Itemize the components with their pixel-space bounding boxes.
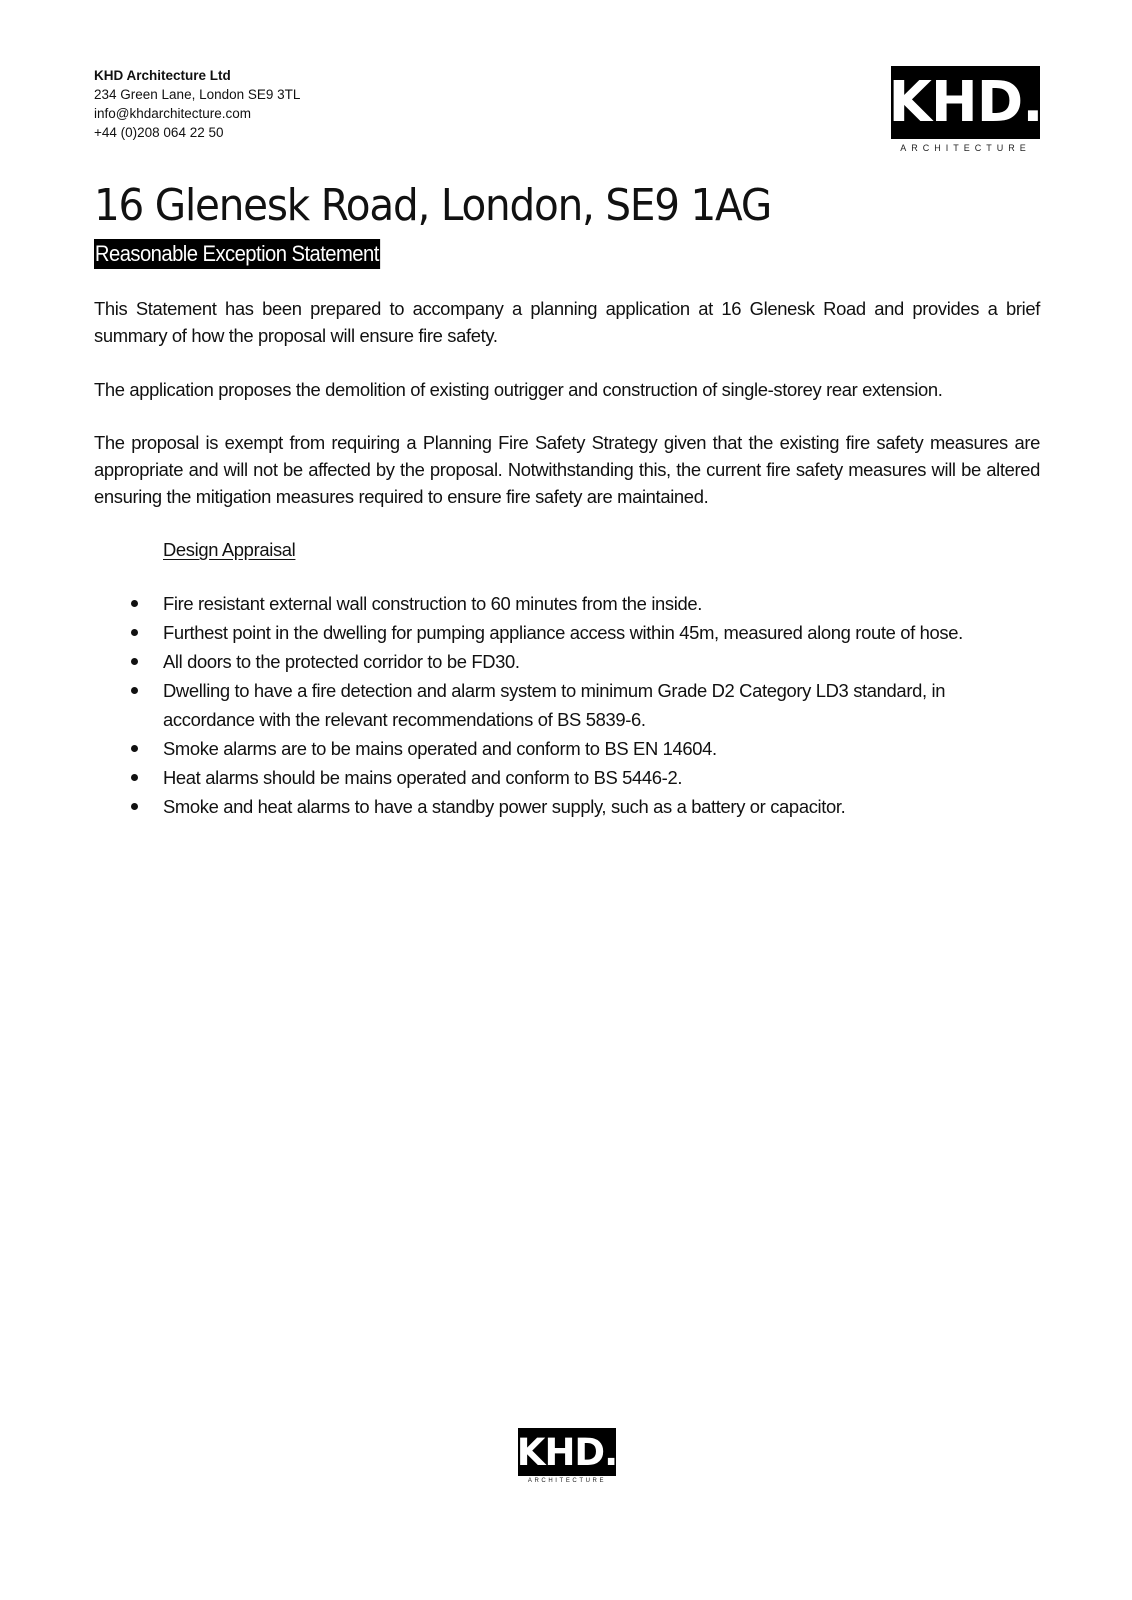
company-phone: +44 (0)208 064 22 50 [94, 125, 224, 140]
khd-footer-logo: KHD. [518, 1428, 616, 1476]
document-subtitle: Reasonable Exception Statement [94, 239, 380, 269]
paragraph-proposal: The application proposes the demolition of existing outrigger and construction of single-storey rear extension. [94, 379, 943, 400]
list-item [128, 792, 1040, 821]
company-address: 234 Green Lane, London SE9 3TL [94, 87, 301, 102]
list-item [128, 734, 1040, 763]
list-item [128, 676, 1040, 734]
bullet-icon [131, 774, 138, 781]
design-appraisal-list [128, 589, 1040, 821]
paragraph-exemption: The proposal is exempt from requiring a Planning Fire Safety Strategy given that the existing fire safety measures are appropriate and will not be affected by the proposal. Notwithstanding this, the current fire safety measures will be altered ensuring the mitigation measures required to ensure fire safety are maintained. [94, 432, 1040, 507]
list-item [128, 763, 1040, 792]
company-details [94, 66, 300, 142]
bullet-icon [131, 600, 138, 607]
bullet-icon [131, 745, 138, 752]
list-item-text: Dwelling to have a fire detection and alarm system to minimum Grade D2 Category LD3 standard, in accordance with the relevant recommendations of BS 5839-6. [163, 680, 946, 730]
document-title: 16 Glenesk Road, London, SE9 1AG [94, 180, 772, 231]
list-item-text: Smoke and heat alarms to have a standby power supply, such as a battery or capacitor. [163, 796, 846, 817]
list-item-text: Smoke alarms are to be mains operated and conform to BS EN 14604. [163, 738, 717, 759]
khd-footer-logo-subtitle: ARCHITECTURE [527, 1478, 607, 1484]
bullet-icon [131, 658, 138, 665]
list-item [128, 618, 1040, 647]
bullet-icon [131, 687, 138, 694]
list-item-text: All doors to the protected corridor to be FD30. [163, 651, 520, 672]
bullet-icon [131, 629, 138, 636]
company-name: KHD Architecture Ltd [94, 68, 231, 83]
list-item [128, 647, 1040, 676]
list-item-text: Heat alarms should be mains operated and conform to BS 5446-2. [163, 767, 683, 788]
khd-logo: KHD. [891, 66, 1040, 139]
paragraph-intro: This Statement has been prepared to accompany a planning application at 16 Glenesk Road and provides a brief summary of how the proposal will ensure fire safety. [94, 298, 1040, 346]
list-item-text: Fire resistant external wall construction to 60 minutes from the inside. [163, 593, 703, 614]
list-item-text: Furthest point in the dwelling for pumping appliance access within 45m, measured along route of hose. [163, 622, 963, 643]
bullet-icon [131, 803, 138, 810]
company-email: info@khdarchitecture.com [94, 106, 252, 121]
section-heading-design-appraisal: Design Appraisal [163, 539, 296, 560]
list-item [128, 589, 1040, 618]
khd-logo-subtitle: ARCHITECTURE [900, 143, 1031, 153]
